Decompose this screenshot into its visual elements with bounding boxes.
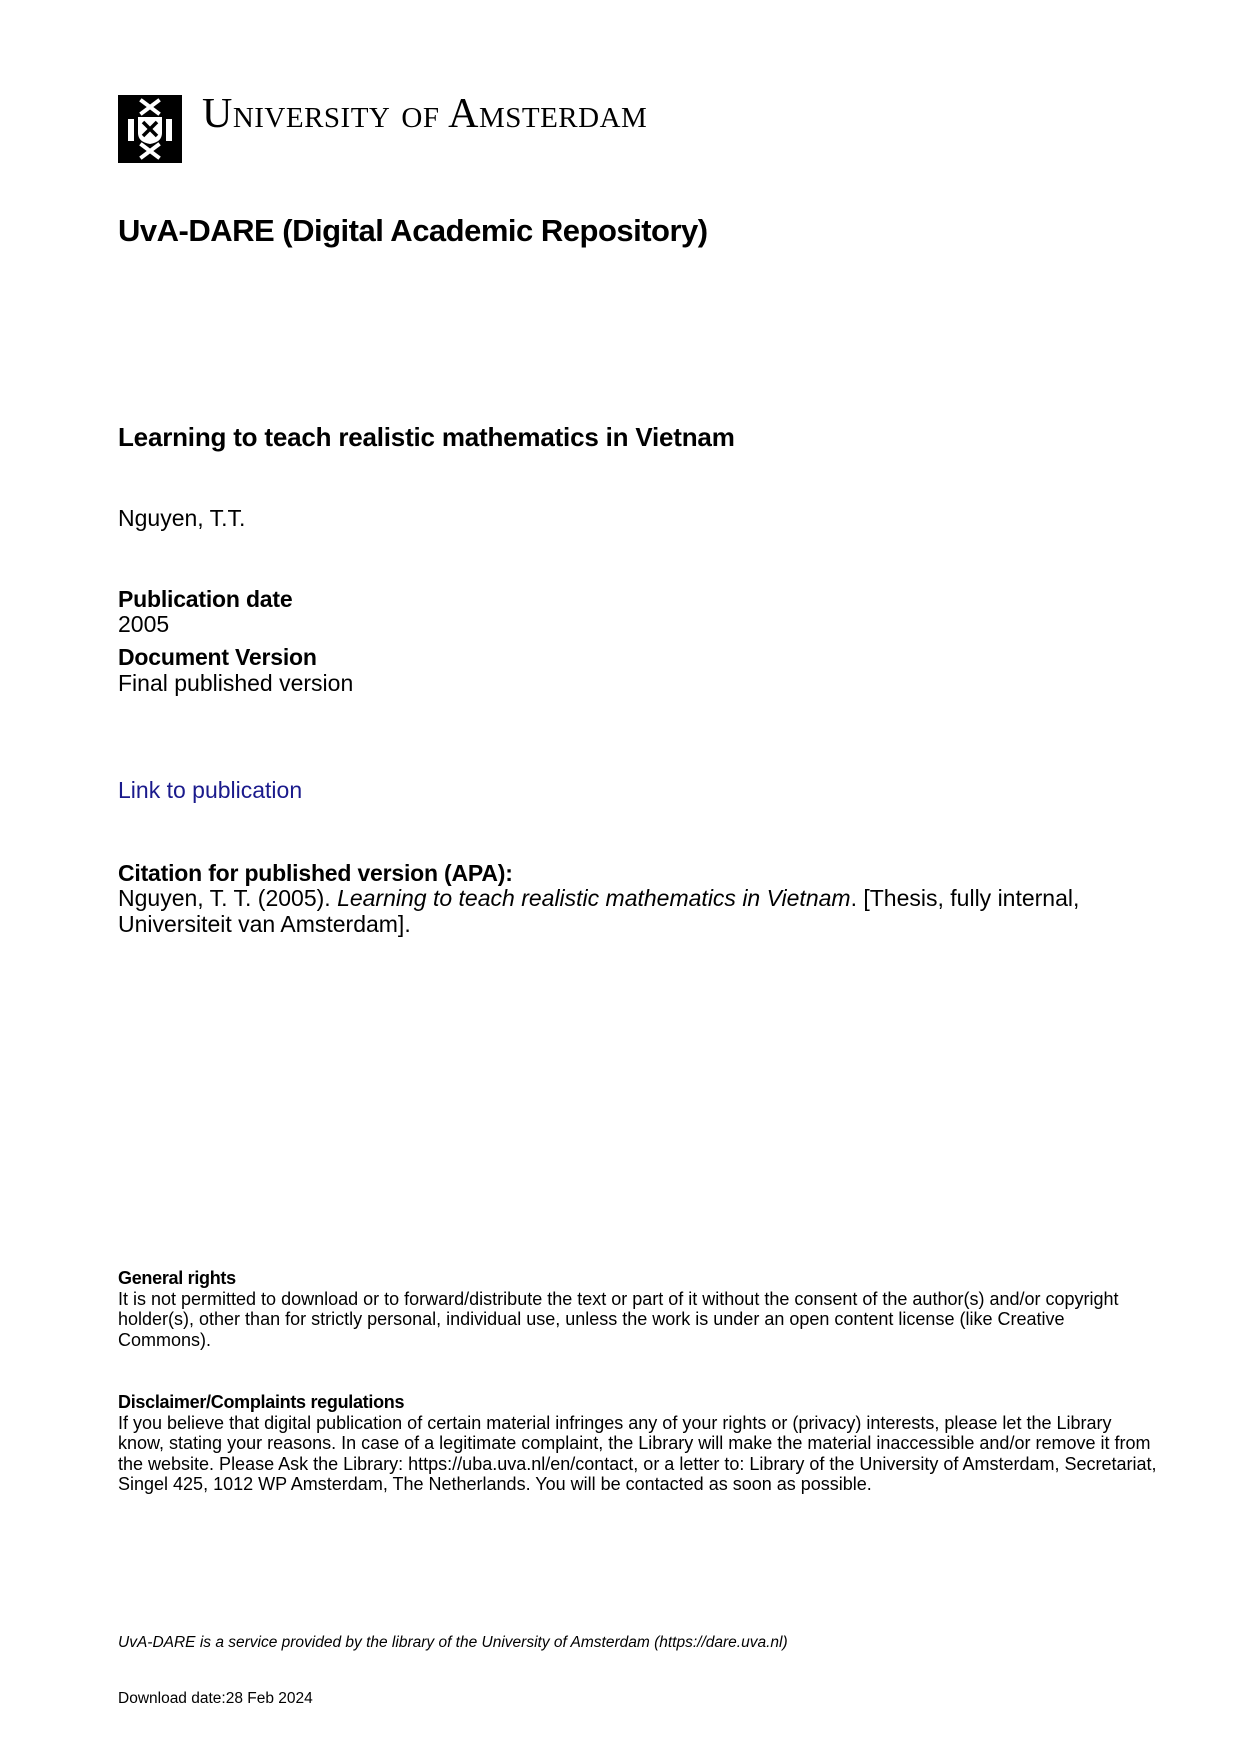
publication-link[interactable]: Link to publication xyxy=(118,777,303,803)
citation-prefix: Nguyen, T. T. (2005). xyxy=(118,885,338,911)
disclaimer-heading: Disclaimer/Complaints regulations xyxy=(118,1392,405,1412)
disclaimer-section xyxy=(118,1392,1158,1495)
general-rights-section xyxy=(118,1268,1158,1350)
disclaimer-text: If you believe that digital publication of certain material infringes any of your rights or (privacy) interests, please let the Library know, stating your reasons. In case of a legitimate complaint, the Library will make the material inaccessible and/or remove it from the website. Please Ask the Library: https://uba.uva.nl/en/contact, or a letter to: Library of the University of Amsterdam, Secretariat, Singel 425, 1012 WP Amsterdam, The Netherlands. You will be contacted as soon as possible. xyxy=(118,1412,1157,1494)
document-title: Learning to teach realistic mathematics in Vietnam xyxy=(118,422,735,452)
general-rights-text: It is not permitted to download or to forward/distribute the text or part of it without the consent of the author(s) and/or copyright holder(s), other than for strictly personal, individual use, unless the work is under an open content license (like Creative Commons). xyxy=(118,1288,1119,1350)
university-name: University of Amsterdam xyxy=(202,91,648,137)
document-version-label: Document Version xyxy=(118,644,317,670)
service-note: UvA-DARE is a service provided by the library of the University of Amsterdam (https://dare.uva.nl) xyxy=(118,1634,788,1651)
download-date: Download date:28 Feb 2024 xyxy=(118,1690,313,1707)
citation-title: Learning to teach realistic mathematics in Vietnam xyxy=(337,885,851,911)
citation-text xyxy=(118,885,1118,937)
uva-crest-icon xyxy=(118,95,182,163)
general-rights-heading: General rights xyxy=(118,1268,236,1288)
repository-title: UvA-DARE (Digital Academic Repository) xyxy=(118,213,708,248)
publication-date-value: 2005 xyxy=(118,611,170,637)
publication-date-label: Publication date xyxy=(118,586,293,612)
author-name: Nguyen, T.T. xyxy=(118,505,246,531)
document-version-value: Final published version xyxy=(118,670,354,696)
citation-label: Citation for published version (APA): xyxy=(118,860,513,886)
citation-suffix: . [Thesis, fully internal, Universiteit van Amsterdam]. xyxy=(118,885,1080,937)
